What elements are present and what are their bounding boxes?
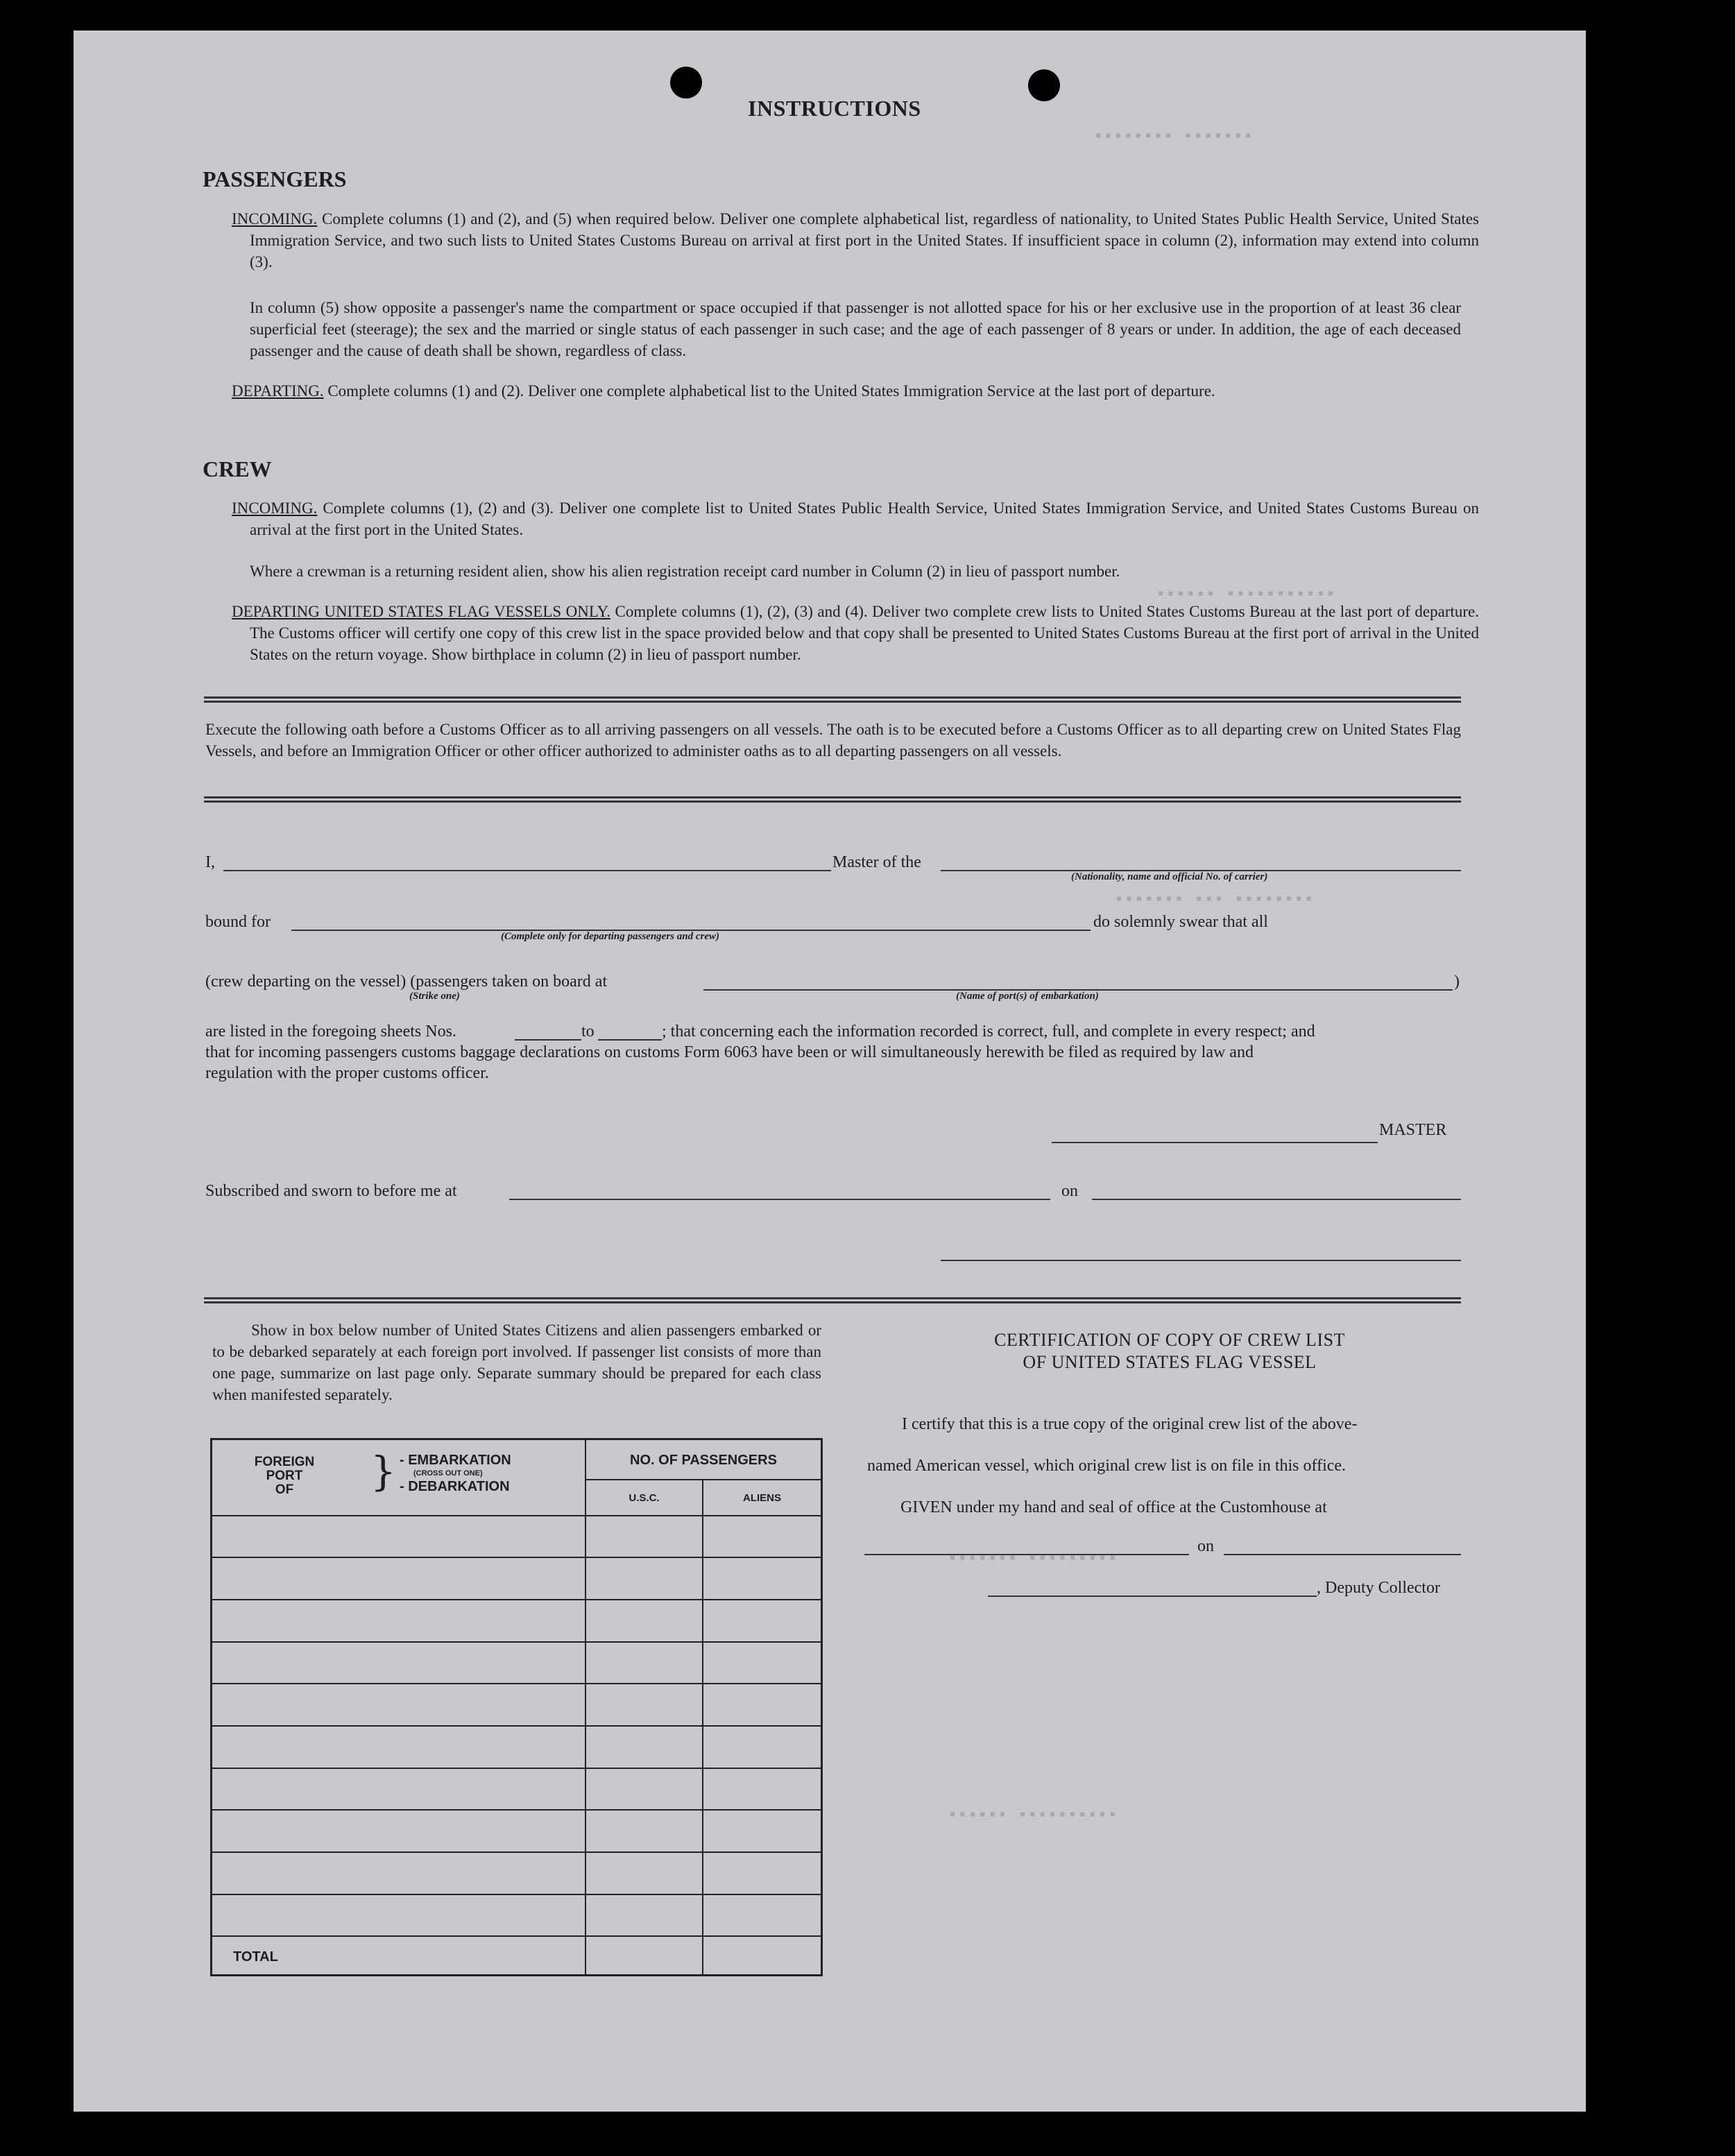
passenger-summary-table: [210, 1438, 823, 1976]
table-row-rule: [212, 1768, 821, 1769]
certify-text-2: named American vessel, which original crew list is on file in this office.: [867, 1457, 1347, 1475]
master-name-line[interactable]: [223, 870, 831, 871]
passengers-departing: [232, 380, 1479, 402]
bound-for-label: bound for: [205, 913, 271, 931]
listed-text-1: are listed in the foregoing sheets Nos.: [205, 1023, 456, 1041]
certification-date-line[interactable]: [1224, 1554, 1461, 1555]
table-row-rule: [212, 1851, 821, 1853]
brace-icon: }: [370, 1448, 396, 1495]
total-label: TOTAL: [233, 1949, 278, 1965]
foreign-port-header: [243, 1455, 326, 1497]
listed-to: to: [581, 1023, 595, 1041]
deputy-signature-line[interactable]: [988, 1595, 1317, 1597]
departing-text: Complete columns (1) and (2). Deliver one complete alphabetical list to the United States Immigration Service at the last port of departure.: [323, 382, 1215, 400]
swear-label: do solemnly swear that all: [1093, 913, 1268, 931]
crew-departing-text: Complete columns (1), (2), (3) and (4). Deliver two complete crew lists to United States Customs Bureau at the last port of departure. The Customs officer will certify one copy of this crew list in the space provided below and that copy shall be presented to United States Customs Bureau at the first port of arrival in the United States on the return voyage. Show birthplace in column (2) in lieu of passport number.: [250, 603, 1479, 663]
departing-caption: (Complete only for departing passengers and crew): [501, 931, 719, 942]
column5-instruction: In column (5) show opposite a passenger's name the compartment or space occupied if that passenger is not allotted space for his or her exclusive use in the proportion of at least 36 clear superficial feet (steerage); the sex and the married or single status of each passenger in such case; and the age of each passenger of 8 years or under. In addition, the age of each deceased passenger and the cause of death shall be shown, regardless of class.: [250, 299, 1461, 359]
table-row-rule: [212, 1935, 821, 1937]
bleed-through: ▪▪▪▪▪▪▪ ▪▪▪ ▪▪▪▪▪▪▪▪: [1114, 891, 1315, 909]
certification-title-line: CERTIFICATION OF COPY OF CREW LIST: [994, 1330, 1345, 1350]
listed-text-3: that for incoming passengers customs baggage declarations on customs Form 6063 have been or will simultaneously herewith be filed as required by law and: [205, 1043, 1254, 1061]
bleed-through: ▪▪▪▪▪▪ ▪▪▪▪▪▪▪▪▪▪: [948, 1806, 1118, 1825]
bleed-through: ▪▪▪▪▪▪ ▪▪▪▪▪▪▪▪▪▪▪: [1156, 585, 1336, 604]
departing-label: DEPARTING.: [232, 382, 324, 400]
oath-i-label: I,: [205, 853, 215, 871]
passengers-heading: PASSENGERS: [203, 166, 347, 191]
table-row-rule: [212, 1894, 821, 1895]
table-row-rule: [212, 1725, 821, 1727]
no-of-passengers-header: NO. OF PASSENGERS: [630, 1453, 777, 1468]
table-row-rule: [212, 1809, 821, 1811]
deputy-collector-label: , Deputy Collector: [1317, 1579, 1440, 1597]
page-title: INSTRUCTIONS: [748, 96, 921, 121]
passengers-incoming: [232, 208, 1479, 273]
sheet-to-line[interactable]: [598, 1039, 662, 1041]
listed-text-2: ; that concerning each the information recorded is correct, full, and complete in every respect; and: [662, 1023, 1315, 1041]
master-signature-line[interactable]: [1052, 1142, 1378, 1143]
resident-alien-instruction: Where a crewman is a returning resident alien, show his alien registration receipt card number in Column (2) in lieu of passport number.: [250, 563, 1120, 580]
foreign-port-word: OF: [275, 1482, 294, 1497]
table-divider: [702, 1479, 703, 1974]
listed-text-4: regulation with the proper customs officer.: [205, 1064, 489, 1082]
bleed-through: ▪▪▪▪▪▪▪▪ ▪▪▪▪▪▪▪: [1093, 128, 1254, 146]
embarkation-label: - EMBARKATION: [400, 1453, 511, 1468]
crew-departing-label: (crew departing on the vessel) (passengers taken on board at: [205, 973, 608, 991]
summary-instruction: Show in box below number of United States Citizens and alien passengers embarked or to be debarked separately at each foreign port involved. If passenger list consists of more than one page, summarize on last page only. Separate summary should be prepared for each class when manifested separately.: [212, 1321, 821, 1403]
incoming-text: Complete columns (1) and (2), and (5) when required below. Deliver one complete alphabetical list, regardless of nationality, to United States Public Health Service, United States Immigration Service, and two such lists to United States Customs Bureau on arrival at first port in the United States. If insufficient space in column (2), information may extend into column (3).: [250, 210, 1479, 271]
given-text: GIVEN under my hand and seal of office at the Customhouse at: [900, 1498, 1327, 1516]
customhouse-line[interactable]: [864, 1554, 1189, 1555]
table-row-rule: [212, 1557, 821, 1558]
section-divider: [204, 796, 1461, 803]
crew-incoming-label: INCOMING.: [232, 499, 318, 517]
crew-heading: CREW: [203, 456, 272, 481]
subscribed-place-line[interactable]: [509, 1199, 1050, 1200]
strike-one-caption: (Strike one): [409, 991, 460, 1002]
subscribed-label: Subscribed and sworn to before me at: [205, 1182, 457, 1200]
crew-incoming: [232, 497, 1479, 540]
aliens-header: ALIENS: [742, 1492, 781, 1504]
certification-title: [899, 1329, 1440, 1374]
ports-caption: (Name of port(s) of embarkation): [956, 991, 1099, 1002]
section-divider: [204, 696, 1461, 703]
table-row-rule: [212, 1683, 821, 1684]
master-label: MASTER: [1379, 1121, 1447, 1139]
crew-departing-label: DEPARTING UNITED STATES FLAG VESSELS ONLY.: [232, 603, 611, 620]
foreign-port-word: FOREIGN: [254, 1455, 315, 1469]
certification-title-line: OF UNITED STATES FLAG VESSEL: [1023, 1352, 1317, 1372]
certify-text-1: I certify that this is a true copy of the original crew list of the above-: [902, 1415, 1358, 1433]
subscribed-on-label: on: [1061, 1182, 1078, 1200]
officer-signature-line[interactable]: [941, 1260, 1461, 1261]
usc-header: U.S.C.: [629, 1492, 660, 1504]
table-row-rule: [212, 1641, 821, 1643]
punch-hole: [1028, 69, 1060, 101]
bleed-through: ▪▪▪▪▪▪▪ ▪▪▪▪▪▪▪▪▪: [948, 1550, 1118, 1568]
table-row-rule: [212, 1599, 821, 1600]
close-paren: ): [1454, 973, 1460, 991]
table-divider: [585, 1479, 821, 1480]
certification-on-label: on: [1197, 1537, 1214, 1555]
subscribed-date-line[interactable]: [1092, 1199, 1461, 1200]
carrier-caption: (Nationality, name and official No. of carrier): [1071, 871, 1268, 882]
foreign-port-word: PORT: [266, 1469, 303, 1483]
crew-incoming-text: Complete columns (1), (2) and (3). Deliver one complete list to United States Public Health Service, United States Immigration Service, and United States Customs Bureau on arrival at the first port in the United States.: [250, 499, 1479, 538]
incoming-label: INCOMING.: [232, 210, 318, 228]
table-header-rule: [212, 1515, 821, 1516]
section-divider: [204, 1297, 1461, 1303]
oath-instruction: Execute the following oath before a Customs Officer as to all arriving passengers on all vessels. The oath is to be executed before a Customs Officer as to all departing crew on United States Flag Vessels, and before an Immigration Officer or other officer authorized to administer oaths as to all departing passengers on all vessels.: [205, 721, 1461, 760]
punch-hole: [670, 67, 702, 99]
cross-out-label: (CROSS OUT ONE): [413, 1469, 483, 1478]
debarkation-label: - DEBARKATION: [400, 1479, 510, 1494]
master-of-label: Master of the: [832, 853, 921, 871]
crew-departing: [232, 601, 1479, 665]
sheet-from-line[interactable]: [515, 1039, 581, 1041]
